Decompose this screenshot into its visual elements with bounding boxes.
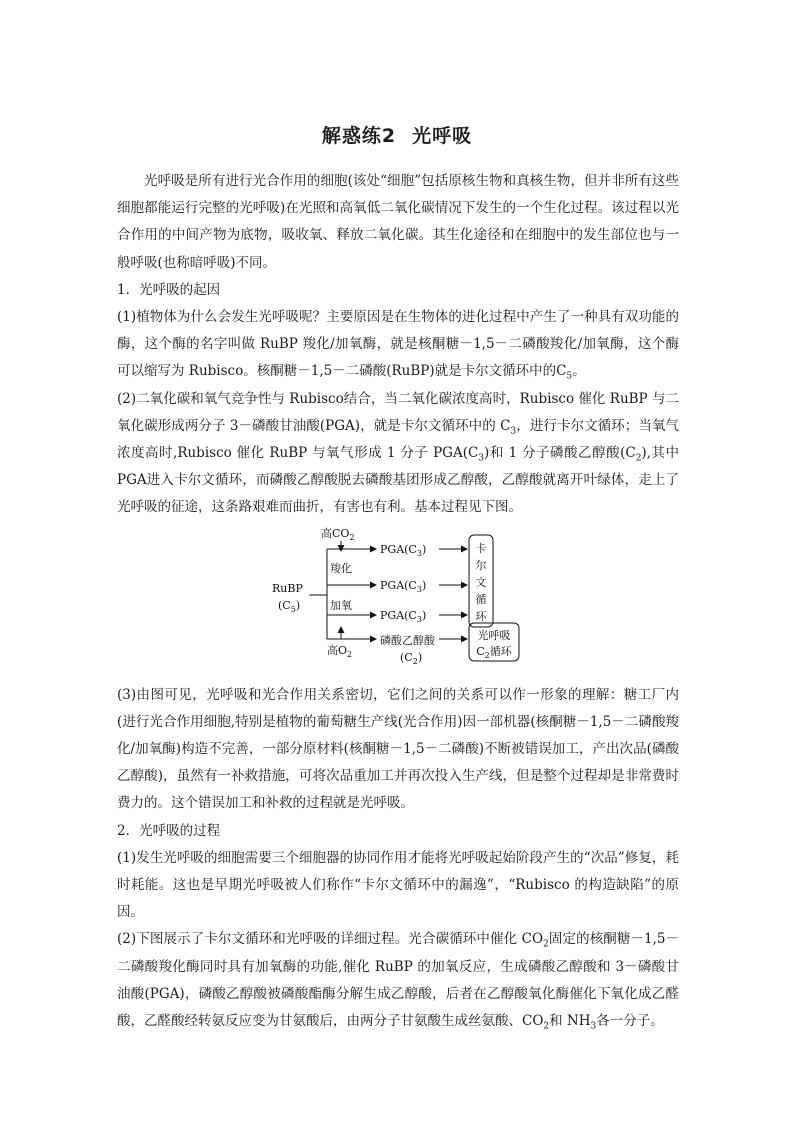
section-1-paragraph-3: (3)由图可见，光呼吸和光合作用关系密切，它们之间的关系可以作一形象的理解：糖工厂内(进行光合作用细胞,特别是植物的葡萄糖生产线(光合作用)因一部机器(核酮糖－1,5－二磷酸羧化/加氧酶)构造不完善，一部分原材料(核酮糖－1,5－二磷酸)不断被错误加工，产出次品(磷酸乙醇酸)，虽然有一补救措施，可将次品重加工并再次投入生产线，但是整个过程却是非常费时费力的。这个错误加工和补救的过程就是光呼吸。 <box>117 686 679 812</box>
photorespiration-line-2: $C_2$循环 <box>476 644 512 660</box>
section-2-heading: 2．光呼吸的过程 <box>117 822 221 839</box>
section-2-paragraph-2: (2)下图展示了卡尔文循环和光呼吸的详细过程。光合碳循环中催化 $CO_2$固定的核酮糖－1,5－二磷酸羧化酶同时具有加氧酶的功能,催化 RuBP 的加氧反应，生成磷酸乙醇酸和 3－磷酸甘油酸(PGA)，磷酸乙醇酸被磷酸酯酶分解生成乙醇酸，后者在乙醇酸氧化酶催化下氧化成乙醛酸，乙醛酸经转氨反应变为甘氨酸后，由两分子甘氨酸生成丝氨酸、$CO_2$和 $NH_3$各一分子。 <box>117 931 679 1032</box>
c2-label: $(C_2)$ <box>400 650 423 666</box>
section-1-paragraph-2: (2)二氧化碳和氧气竞争性与 Rubisco结合，当二氧化碳浓度高时，Rubisco 催化 RuBP 与二氧化碳形成两分子 3－磷酸甘油酸(PGA)，就是卡尔文循环中的 $C_3$，进行卡尔文循环；当氧气浓度高时,Rubisco 催化 RuBP 与氧气形成 1 分子 $PGA(C_3)$和 1 分子磷酸乙醇酸$(C_2)$,其中 PGA进入卡尔文循环，而磷酸乙醇酸脱去磷酸基团形成乙醇酸，乙醇酸就离开叶绿体，走上了光呼吸的征途，这条路艰难而曲折，有害也有利。基本过程见下图。 <box>117 390 680 516</box>
intro-paragraph: 光呼吸是所有进行光合作用的细胞(该处“细胞”包括原核生物和真核生物，但并非所有这些细胞都能运行完整的光呼吸)在光照和高氧低二氧化碳情况下发生的一个生化过程。该过程以光合作用的中间产物为底物，吸收氧、释放二氧化碳。其生化途径和在细胞中的发生部位也与一般呼吸(也称暗呼吸)不同。 <box>117 173 679 271</box>
pga-label-1: $PGA(C_3)$ <box>380 542 427 558</box>
document-body <box>117 168 679 1035</box>
page-title <box>0 121 794 148</box>
c5-label: $(C_5)$ <box>278 598 301 614</box>
pga-label-2: $PGA(C_3)$ <box>380 578 427 594</box>
calvin-char-5: 环 <box>475 609 487 623</box>
calvin-char-1: 卡 <box>475 541 487 555</box>
section-1-paragraph-1: (1)植物体为什么会发生光呼吸呢？主要原因是在生物体的进化过程中产生了一种具有双功能的酶，这个酶的名字叫做 RuBP 羧化/加氧酶，就是核酮糖－1,5－二磷酸羧化/加氧酶，这个酶可以缩写为 Rubisco。核酮糖－1,5－二磷酸(RuBP)就是卡尔文循环中的$C_5$。 <box>117 309 679 383</box>
pga-label-3: $PGA(C_3)$ <box>380 608 427 624</box>
section-1-heading: 1．光呼吸的起因 <box>117 281 221 298</box>
rubp-label: RuBP <box>272 581 303 595</box>
high-co2-label: 高$CO_2$ <box>321 526 355 542</box>
carboxylation-label: 羧化 <box>330 561 352 575</box>
calvin-char-2: 尔 <box>475 558 487 572</box>
title-part-1: 解惑练2 <box>321 125 397 147</box>
photorespiration-line-1: 光呼吸 <box>477 628 511 642</box>
section-2-paragraph-1: (1)发生光呼吸的细胞需要三个细胞器的协同作用才能将光呼吸起始阶段产生的“次品”修复，耗时耗能。这也是早期光呼吸被人们称作“卡尔文循环中的漏逸”，“Rubisco 的构造缺陷”的原因。 <box>117 849 679 921</box>
high-o2-label: 高$O_2$ <box>327 643 353 659</box>
calvin-char-3: 文 <box>475 575 487 589</box>
phosphoglycolate-label: 磷酸乙醇酸 <box>380 633 435 647</box>
oxygenation-label: 加氧 <box>330 598 352 612</box>
photorespiration-diagram <box>117 527 679 675</box>
calvin-char-4: 循 <box>475 592 487 606</box>
title-part-2: 光呼吸 <box>412 125 473 147</box>
